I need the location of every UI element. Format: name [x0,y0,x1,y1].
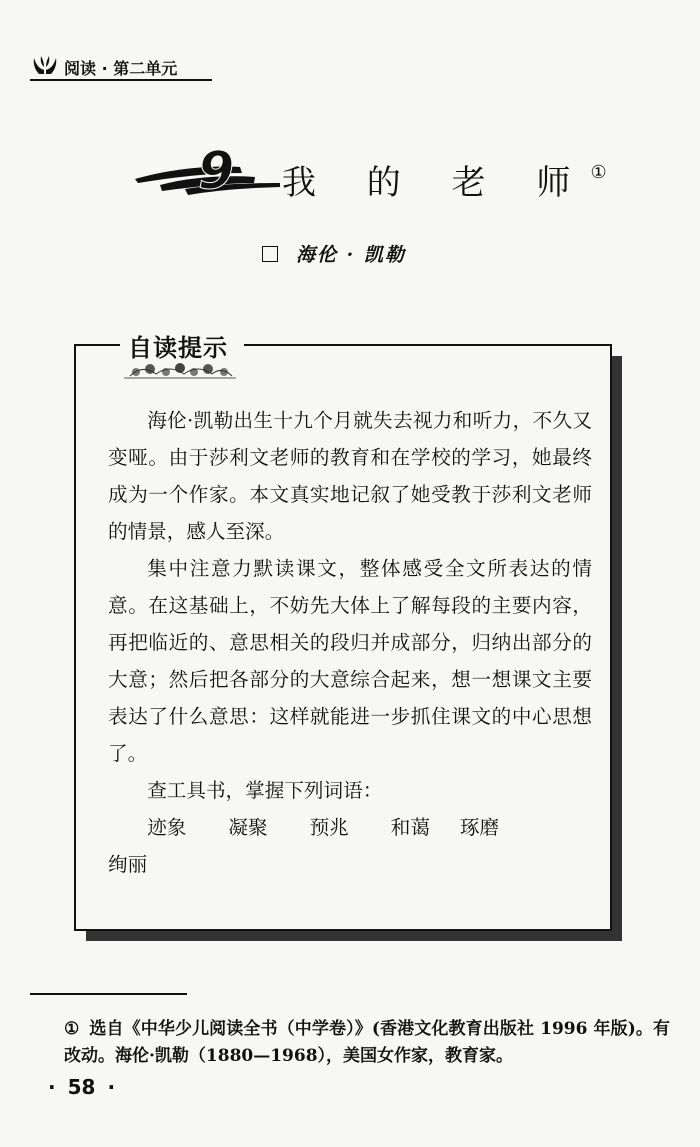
tips-paragraph-3: 查工具书，掌握下列词语： [147,779,383,802]
header-rule [30,79,212,81]
hands-icon [32,54,58,76]
lesson-title-text: 我 的 老 师 [282,163,591,203]
footnote-text: 选自《中华少儿阅读全书（中学卷）》(香港文化教育出版社 1996 年版)。有改动。海伦·凯勒（1880—1968），美国女作家，教育家。 [64,1019,670,1066]
lesson-title [282,155,607,204]
author-marker [262,244,296,266]
author-name: 海伦 · 凯勒 [296,244,406,266]
page-bullet-left: · [48,1075,56,1099]
vocabulary-word: 绚丽 [108,853,148,876]
lesson-number: 9 [198,141,235,201]
reading-tips-body [108,402,592,883]
vocabulary-word: 琢磨 [459,816,500,839]
footnote-marker: ① [64,1019,80,1039]
reading-tips-label: 自读提示 [128,334,228,362]
page-number: 58 [67,1075,96,1099]
page-bullet-right: · [107,1075,116,1099]
vocabulary-word: 预兆 [309,816,349,839]
reading-tips-label-block [120,326,244,382]
footnote-rule [30,993,187,995]
running-header [30,52,212,82]
lesson-title-block [130,141,607,215]
floral-decoration-icon [122,362,238,382]
vocabulary-word: 和蔼 [390,816,430,839]
section-title: 阅读 · 第二单元 [64,59,178,78]
title-footnote-marker: ① [590,161,607,183]
vocabulary-word: 迹象 [147,816,187,839]
author-line [262,240,406,267]
vocabulary-list [108,809,592,883]
page-number-block [42,1075,121,1099]
tips-paragraph-1: 海伦·凯勒出生十九个月就失去视力和听力，不久又变哑。由于莎利文老师的教育和在学校的学习，她最终成为一个作家。本文真实地记叙了她受教于莎利文老师的情景，感人至深。 [108,409,592,543]
tips-paragraph-2: 集中注意力默读课文，整体感受全文所表达的情意。在这基础上，不妨先大体上了解每段的主要内容，再把临近的、意思相关的段归并成部分，归纳出部分的大意；然后把各部分的大意综合起来，想一想课文主要表达了什么意思：这样就能进一步抓住课文的中心思想了。 [108,557,592,765]
vocabulary-word: 凝聚 [228,816,268,839]
footnote [64,1016,670,1070]
